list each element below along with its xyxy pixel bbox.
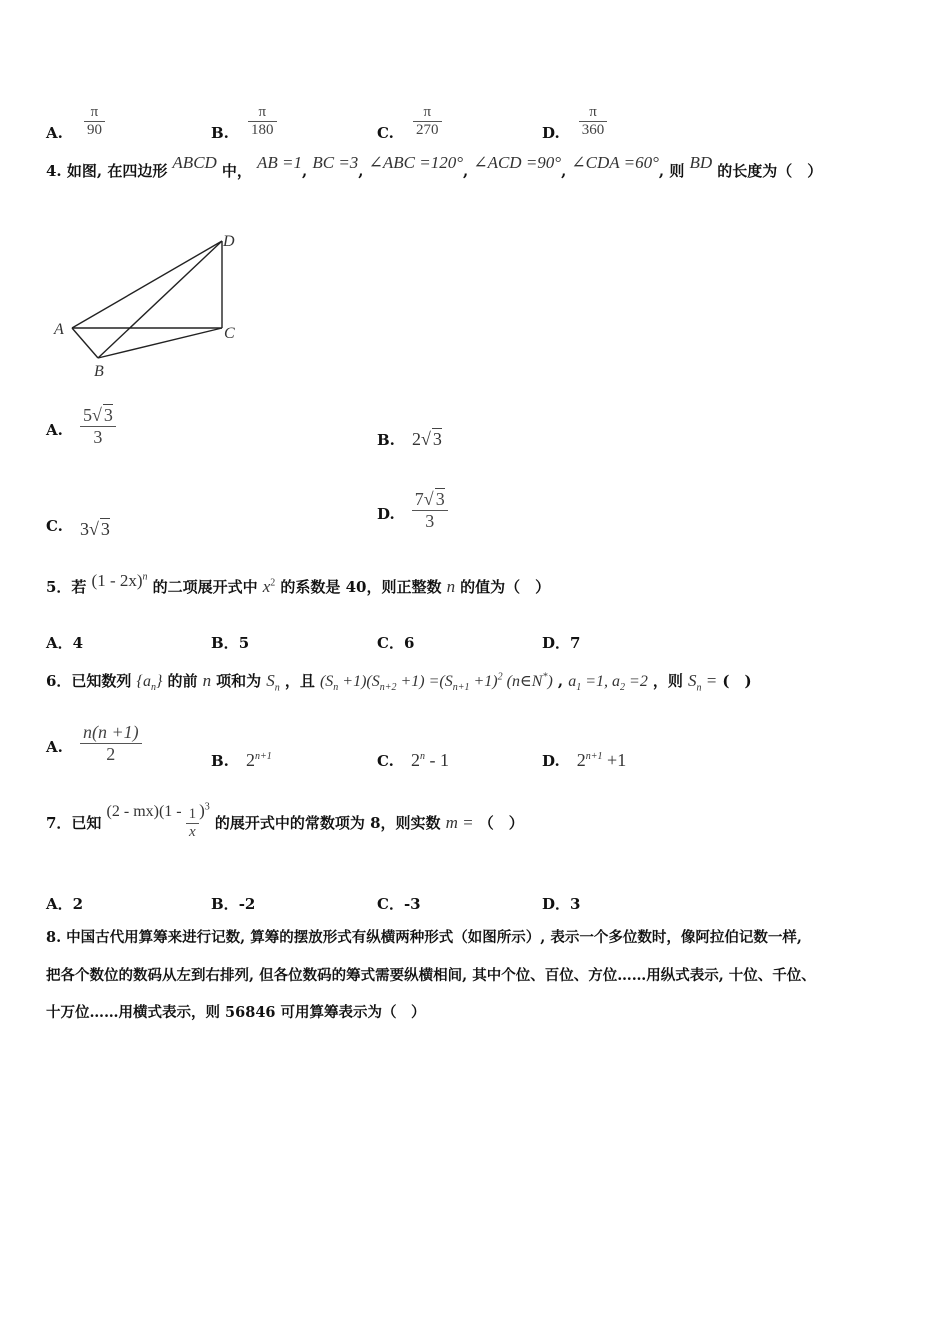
q6-option-b: B. $2^{n+1}$ [211,750,272,770]
q3-option-d-fraction: $\frac{\pi}{360}$ [579,104,608,139]
q4-option-b: B. 2√ 3 [377,429,442,449]
edge-bc [98,328,222,358]
q4-option-a-fraction: $\frac{5√ 3}{3}$ [80,404,116,448]
edge-ab [72,328,98,358]
q4-stem: 4. 如图, 在四边形 ABCD 中， AB =1, BC =3, ∠ABC =120°, ∠ACD =90°, ∠CDA =60°, 则 BD 的长度为（ ） [46,153,823,180]
q6-option-c: C. 2$^n$ - 1 [377,750,449,770]
q3-option-c: C. $\frac{\pi}{270}$ [377,104,442,139]
vertex-label-d: D [223,233,235,250]
q5-option-b: B．5 [211,634,250,652]
q6-option-a: A. $\frac{n(n +1)}{2}$ [46,722,142,765]
q4-quadrilateral-figure [48,226,248,386]
q8-line-3: 十万位……用横式表示，则 56846 可用算筹表示为（ ） [46,1004,426,1021]
q7-fraction: $\frac{1}{x}$ [186,806,200,841]
q6-stem: 6．已知数列 $\{a_n\}$ 的前 n 项和为 $S_n$ ，且 $(S_n +1)(S_{n+2} +1) =(S_{n+1} +1)^2$ (n∈N*) , $a_1 =1$, $a_2 =2$ ，则 $S_n$ = ( ) [46,671,752,694]
q4-option-d-fraction: $\frac{7√ 3}{3}$ [412,488,448,532]
q3-option-b: B. $\frac{\pi}{180}$ [211,104,277,139]
q3-option-a-fraction: $\frac{\pi}{90}$ [84,104,105,139]
q3-option-c-fraction: $\frac{\pi}{270}$ [413,104,442,139]
vertex-label-c: C [224,325,235,342]
q4-option-d: D. $\frac{7√ 3}{3}$ [377,488,448,532]
q5-option-d: D．7 [542,634,581,652]
q5-option-a: A．4 [46,634,84,652]
q7-stem: 7．已知 (2 - mx)(1 - $\frac{1}{x}$ )$^3$ 的展开式中的常数项为 8，则实数 m = （ ） [46,801,524,840]
q4-option-a: A. $\frac{5√ 3}{3}$ [46,404,116,448]
edge-ad [72,241,222,328]
q3-option-a: A. $\frac{\pi}{90}$ [46,104,105,139]
q6-option-d: D. $2^{n+1} +1$ [542,750,627,770]
edge-bd [98,241,222,358]
q3-option-b-fraction: $\frac{\pi}{180}$ [248,104,277,139]
q5-stem: 5．若 (1 - 2x)$^n$ 的二项展开式中 $x^2$ 的系数是 40，则正整数 n 的值为（ ） [46,571,551,596]
q6-option-a-fraction: $\frac{n(n +1)}{2}$ [80,722,142,765]
q7-option-c: C．-3 [377,895,421,913]
q3-option-d: D. $\frac{\pi}{360}$ [542,104,607,139]
q7-option-b: B．-2 [211,895,256,913]
q7-option-d: D．3 [542,895,581,913]
vertex-label-b: B [94,363,104,380]
vertex-label-a: A [54,321,64,338]
q8-line-1: 8. 中国古代用算筹来进行记数, 算筹的摆放形式有纵横两种形式（如图所示）, 表示一个多位数时，像阿拉伯记数一样, [46,929,802,946]
q4-option-c: C. 3√ 3 [46,517,110,539]
q8-line-2: 把各个数位的数码从左到右排列, 但各位数码的筹式需要纵横相间, 其中个位、百位、方位……用纵式表示, 十位、千位、 [46,967,816,984]
q5-option-c: C．6 [377,634,415,652]
q7-option-a: A．2 [46,895,84,913]
